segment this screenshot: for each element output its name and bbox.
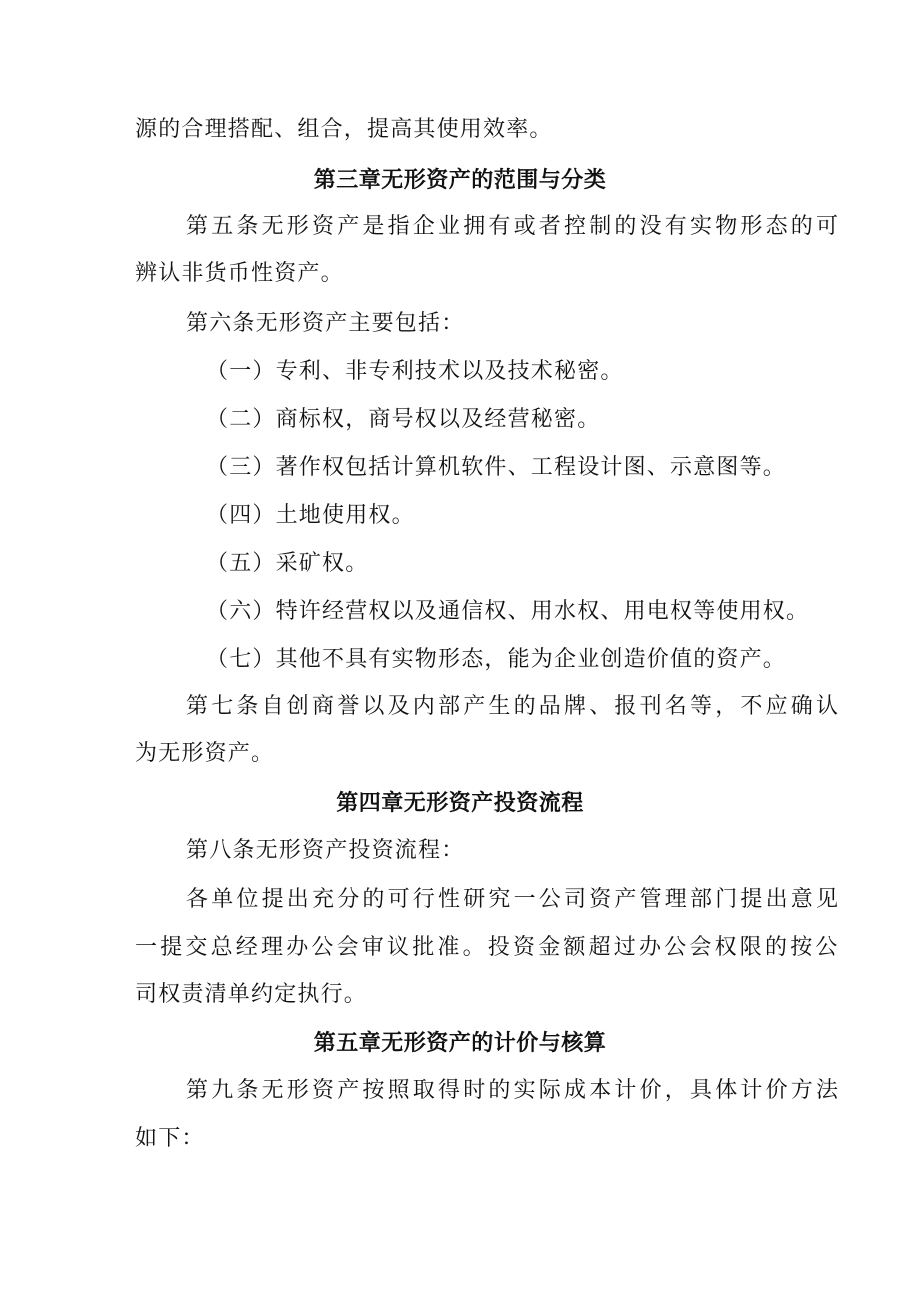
chapter-heading: 第五章无形资产的计价与核算: [313, 1030, 607, 1056]
paragraph-line: 第八条无形资产投资流程：: [186, 838, 465, 863]
paragraph-line: 第五条无形资产是指企业拥有或者控制的没有实物形态的可: [186, 214, 842, 239]
list-item: （三）著作权包括计算机软件、工程设计图、示意图等。: [206, 455, 787, 480]
list-item: （六）特许经营权以及通信权、用水权、用电权等使用权。: [206, 599, 810, 624]
paragraph-line: 司权责清单约定执行。: [135, 982, 368, 1007]
list-item: （五）采矿权。: [206, 551, 369, 576]
paragraph-line: 第六条无形资产主要包括：: [186, 311, 465, 336]
paragraph-line: 为无形资产。: [135, 741, 275, 766]
paragraph-line: 各单位提出充分的可行性研究一公司资产管理部门提出意见: [186, 887, 842, 912]
list-item: （二）商标权，商号权以及经营秘密。: [206, 407, 601, 432]
paragraph-line: 如下：: [135, 1126, 205, 1151]
chapter-heading: 第三章无形资产的范围与分类: [313, 167, 607, 193]
list-item: （七）其他不具有实物形态，能为企业创造价值的资产。: [206, 647, 787, 672]
paragraph-line: 第七条自创商誉以及内部产生的品牌、报刊名等，不应确认: [186, 694, 842, 719]
list-item: （四）土地使用权。: [206, 503, 415, 528]
paragraph-line: 辨认非货币性资产。: [135, 261, 344, 286]
paragraph-line: 源的合理搭配、组合，提高其使用效率。: [135, 117, 553, 142]
paragraph-line: 第九条无形资产按照取得时的实际成本计价，具体计价方法: [186, 1078, 842, 1103]
paragraph-line: 一提交总经理办公会审议批准。投资金额超过办公会权限的按公: [135, 935, 841, 960]
chapter-heading: 第四章无形资产投资流程: [336, 790, 584, 816]
list-item: （一）专利、非专利技术以及技术秘密。: [206, 359, 624, 384]
